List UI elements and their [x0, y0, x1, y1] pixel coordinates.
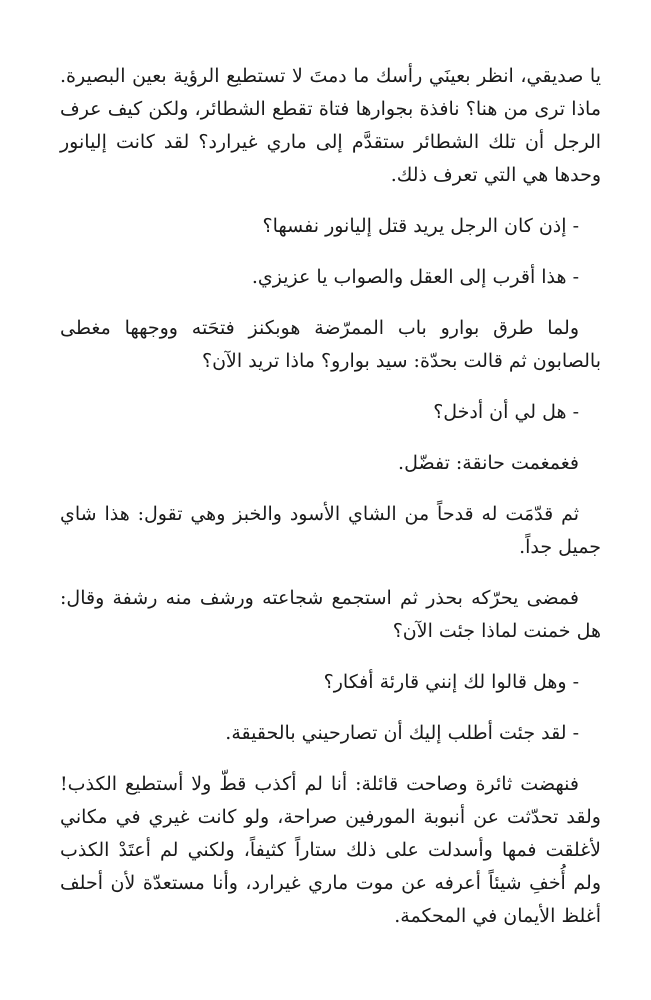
paragraph-4: ثم قدّمَت له قدحاً من الشاي الأسود والخبز وهي تقول: هذا شاي جميل جداً.	[60, 503, 601, 558]
paragraph-2: ولما طرق بوارو باب الممرّضة هوبكنز فتحَته ووجهها مغطى بالصابون ثم قالت بحدّة: سيد بوارو؟ ماذا تريد الآن؟	[60, 317, 601, 372]
dialogue-line-4: - وهل قالوا لك إنني قارئة أفكار؟	[323, 671, 579, 693]
paragraph-5: فمضى يحرّكه بحذر ثم استجمع شجاعته ورشف منه رشفة وقال: هل خمنت لماذا جئت الآن؟	[60, 587, 601, 642]
paragraph-1: يا صديقي، انظر بعينَي رأسك ما دمتَ لا تستطيع الرؤية بعين البصيرة. ماذا ترى من هنا؟ نافذة بجوارها فتاة تقطع الشطائر، ولكن كيف عرف الرجل أن تلك الشطائر ستقدَّم إلى ماري غيرارد؟ لقد كانت إليانور وحدها هي التي تعرف ذلك.	[60, 65, 601, 186]
dialogue-line-1: - إذن كان الرجل يريد قتل إليانور نفسها؟	[262, 215, 579, 237]
dialogue-line-2: - هذا أقرب إلى العقل والصواب يا عزيزي.	[251, 266, 579, 288]
dialogue-line-5: - لقد جئت أطلب إليك أن تصارحيني بالحقيقة.	[225, 722, 579, 744]
paragraph-3: فغمغمت حانقة: تفضّل.	[398, 452, 579, 474]
paragraph-6: فنهضت ثائرة وصاحت قائلة: أنا لم أكذب قطّ ولا أستطيع الكذب! ولقد تحدّثت عن أنبوبة المورفين صراحة، ولو كانت غيري في مكاني لأغلقت فمها وأسدلت على ذلك ستاراً كثيفاً، ولكني لم أعتَدْ الكذب ولم أُخفِ شيئاً أعرفه عن موت ماري غيرارد، وأنا مستعدّة لأن أحلف أغلظ الأيمان في المحكمة.	[60, 773, 601, 927]
dialogue-line-3: - هل لي أن أدخل؟	[433, 401, 579, 423]
